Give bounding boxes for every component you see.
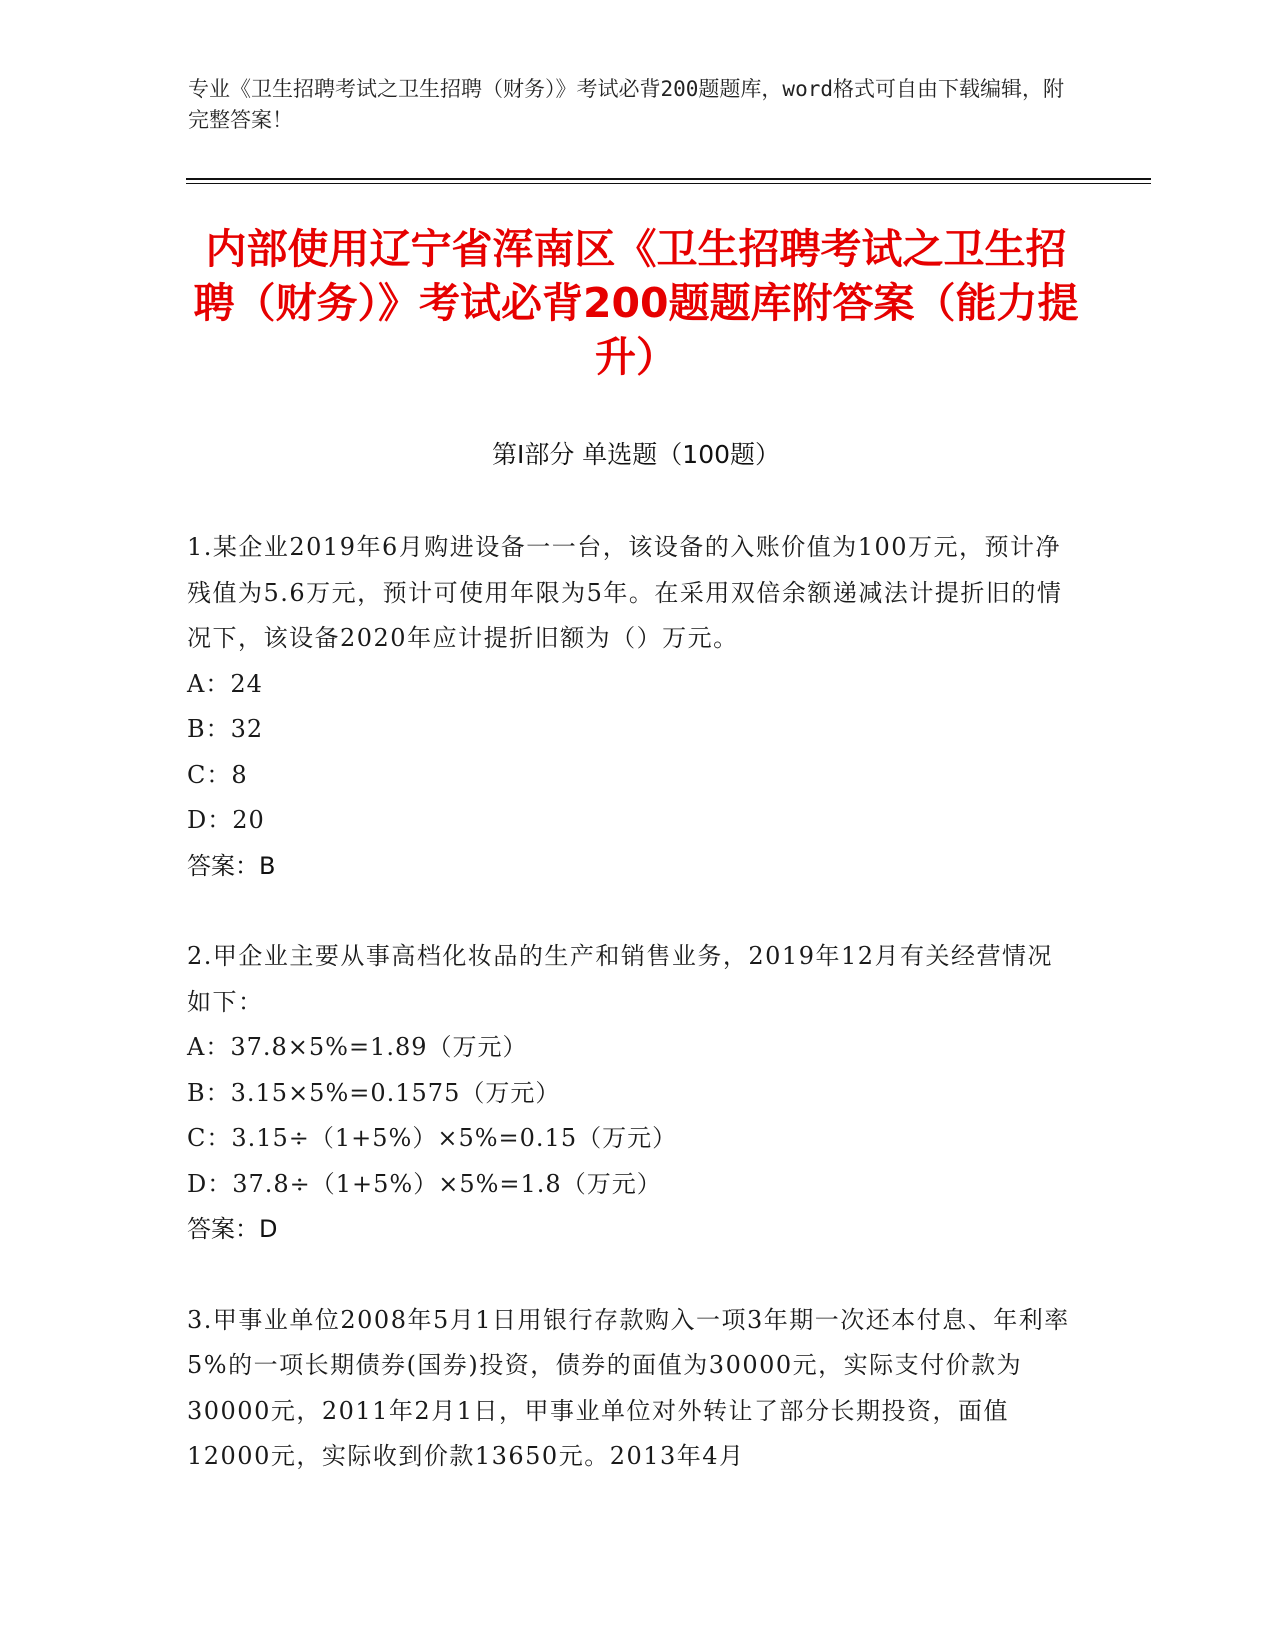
question-list: [187, 525, 1077, 1525]
document-title: 内部使用辽宁省浑南区《卫生招聘考试之卫生招聘（财务）》考试必背200题题库附答案（能力提升）: [193, 225, 1079, 381]
header-rule-thick: [186, 178, 1151, 180]
option-a: A：37.8×5%=1.89（万元）: [187, 1033, 528, 1061]
option-c: C：8: [187, 760, 248, 789]
header-note: 专业《卫生招聘考试之卫生招聘（财务）》考试必背200题题库，word格式可自由下载编辑，附完整答案！: [188, 77, 1064, 132]
question-3: [187, 1298, 1077, 1480]
question-1: [187, 525, 1077, 889]
question-stem: 3.甲事业单位2008年5月1日用银行存款购入一项3年期一次还本付息、年利率5%的一项长期债券(国券)投资，债券的面值为30000元，实际支付价款为30000元，2011年2月1日，甲事业单位对外转让了部分长期投资，面值12000元，实际收到价款13650元。2013年4月: [187, 1305, 1070, 1470]
answer-label: 答案：D: [187, 1215, 278, 1243]
option-a: A：24: [187, 669, 263, 698]
option-b: B：32: [187, 715, 264, 743]
option-d: D：37.8÷（1+5%）×5%=1.8（万元）: [187, 1169, 662, 1198]
question-stem: 1.某企业2019年6月购进设备一一台，该设备的入账价值为100万元，预计净残值为5.6万元，预计可使用年限为5年。在采用双倍余额递减法计提折旧的情况下，该设备2020年应计提折旧额为（）万元。: [187, 533, 1063, 652]
option-c: C：3.15÷（1+5%）×5%=0.15（万元）: [187, 1124, 678, 1152]
section-title: 第Ⅰ部分 单选题（100题）: [491, 440, 781, 469]
option-b: B：3.15×5%=0.1575（万元）: [187, 1078, 561, 1107]
answer-label: 答案：B: [187, 851, 276, 880]
question-2: [187, 934, 1077, 1253]
option-d: D：20: [187, 806, 265, 834]
header-rule-thin: [186, 183, 1151, 184]
question-stem: 2.甲企业主要从事高档化妆品的生产和销售业务，2019年12月有关经营情况如下：: [187, 942, 1054, 1016]
